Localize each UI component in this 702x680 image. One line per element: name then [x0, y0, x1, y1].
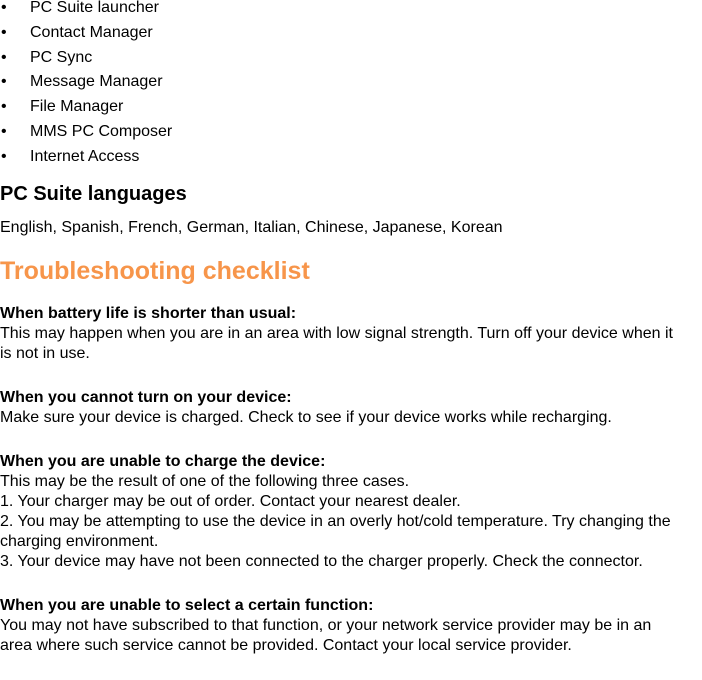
checklist-item-title: When battery life is shorter than usual:: [0, 305, 297, 322]
bullet-icon: •: [1, 122, 7, 140]
checklist-item-line: charging environment.: [0, 533, 159, 550]
checklist-item-line: This may happen when you are in an area with low signal strength. Turn off your device when it: [0, 325, 673, 342]
checklist-item-line: 3. Your device may have not been connected to the charger properly. Check the connector.: [0, 553, 643, 570]
checklist-item-line: area where such service cannot be provided. Contact your local service provider.: [0, 637, 572, 654]
bullet-icon: •: [1, 73, 7, 91]
bullet-icon: •: [1, 23, 7, 41]
checklist-item: [0, 452, 702, 572]
list-item-label: Internet Access: [30, 147, 140, 165]
list-item-label: Contact Manager: [30, 23, 153, 41]
languages-text: English, Spanish, French, German, Italian, Chinese, Japanese, Korean: [0, 219, 503, 236]
checklist-item-line: Make sure your device is charged. Check to see if your device works while recharging.: [0, 409, 612, 426]
list-item-label: MMS PC Composer: [30, 122, 173, 140]
checklist-item-line: 2. You may be attempting to use the device in an overly hot/cold temperature. Try changing the: [0, 513, 671, 530]
checklist-item: [0, 304, 702, 364]
list-item-label: PC Sync: [30, 48, 93, 66]
bullet-icon: •: [1, 0, 7, 16]
bullet-icon: •: [1, 147, 7, 165]
checklist-item-line: 1. Your charger may be out of order. Contact your nearest dealer.: [0, 493, 461, 510]
checklist-item-title: When you cannot turn on your device:: [0, 389, 292, 406]
languages-heading: PC Suite languages: [0, 183, 187, 205]
checklist-item: [0, 596, 702, 656]
checklist-item-line: This may be the result of one of the following three cases.: [0, 473, 410, 490]
list-item-label: File Manager: [30, 98, 124, 116]
checklist-item-line: is not in use.: [0, 345, 90, 362]
checklist-item-title: When you are unable to charge the device:: [0, 453, 326, 470]
list-item-label: Message Manager: [30, 73, 163, 91]
checklist-item-title: When you are unable to select a certain function:: [0, 597, 374, 614]
list-item-label: PC Suite launcher: [30, 0, 159, 16]
checklist-item: [0, 388, 702, 428]
troubleshooting-heading: Troubleshooting checklist: [0, 257, 310, 285]
checklist-item-line: You may not have subscribed to that function, or your network service provider may be in an: [0, 617, 652, 634]
bullet-icon: •: [1, 98, 7, 116]
troubleshooting-checklist: [0, 304, 702, 680]
bullet-icon: •: [1, 48, 7, 66]
